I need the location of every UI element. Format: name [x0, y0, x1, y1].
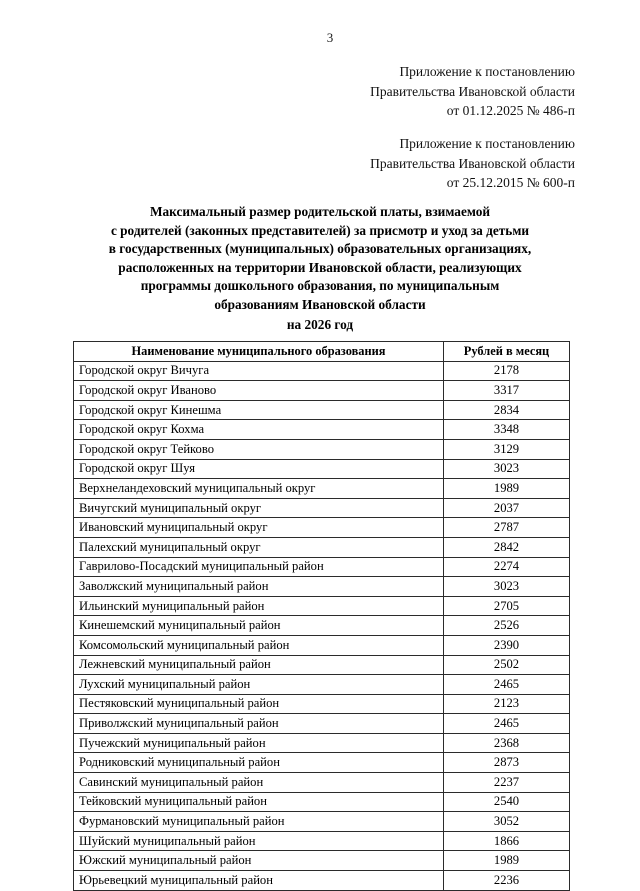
table-row — [74, 871, 570, 891]
appendix-reference-original — [275, 134, 575, 193]
cell-municipality-name: Ильинский муниципальный район — [74, 596, 444, 616]
document-title-year: на 2026 год — [286, 316, 354, 332]
cell-municipality-name: Вичугский муниципальный округ — [74, 498, 444, 518]
table-row — [74, 537, 570, 557]
table-header-row — [74, 342, 570, 362]
cell-monthly-rubles: 2237 — [444, 773, 570, 793]
appendix-reference-line: от 25.12.2015 № 600-п — [446, 175, 575, 190]
table-row — [74, 831, 570, 851]
appendix-reference-line: от 01.12.2025 № 486-п — [446, 103, 575, 118]
cell-monthly-rubles: 3052 — [444, 812, 570, 832]
cell-monthly-rubles: 3348 — [444, 420, 570, 440]
cell-monthly-rubles: 3023 — [444, 577, 570, 597]
table-row — [74, 714, 570, 734]
table-row — [74, 557, 570, 577]
cell-monthly-rubles: 2705 — [444, 596, 570, 616]
appendix-reference-line: Правительства Ивановской области — [370, 155, 575, 171]
column-header-name: Наименование муниципального образования — [74, 342, 444, 362]
appendix-reference-line: Правительства Ивановской области — [370, 83, 575, 99]
page-number: 3 — [326, 30, 334, 45]
cell-monthly-rubles: 2834 — [444, 400, 570, 420]
cell-municipality-name: Городской округ Кинешма — [74, 400, 444, 420]
cell-municipality-name: Родниковский муниципальный район — [74, 753, 444, 773]
document-title-line: образованиям Ивановской области — [214, 296, 426, 312]
table-body — [74, 361, 570, 890]
cell-municipality-name: Ивановский муниципальный округ — [74, 518, 444, 538]
table-row — [74, 420, 570, 440]
cell-monthly-rubles: 2178 — [444, 361, 570, 381]
cell-monthly-rubles: 2274 — [444, 557, 570, 577]
cell-municipality-name: Заволжский муниципальный район — [74, 577, 444, 597]
table-row — [74, 381, 570, 401]
cell-municipality-name: Южский муниципальный район — [74, 851, 444, 871]
cell-monthly-rubles: 2465 — [444, 675, 570, 695]
cell-municipality-name: Комсомольский муниципальный район — [74, 635, 444, 655]
cell-monthly-rubles: 1989 — [444, 479, 570, 499]
cell-municipality-name: Лежневский муниципальный район — [74, 655, 444, 675]
cell-municipality-name: Городской округ Вичуга — [74, 361, 444, 381]
appendix-reference-line: Приложение к постановлению — [399, 136, 575, 151]
table-row — [74, 498, 570, 518]
cell-monthly-rubles: 3317 — [444, 381, 570, 401]
cell-monthly-rubles: 1866 — [444, 831, 570, 851]
cell-monthly-rubles: 2540 — [444, 792, 570, 812]
cell-monthly-rubles: 2502 — [444, 655, 570, 675]
cell-municipality-name: Городской округ Иваново — [74, 381, 444, 401]
cell-municipality-name: Пучежский муниципальный район — [74, 733, 444, 753]
document-title-line: программы дошкольного образования, по муниципальным — [140, 278, 500, 294]
cell-municipality-name: Городской округ Тейково — [74, 439, 444, 459]
cell-monthly-rubles: 2037 — [444, 498, 570, 518]
table-row — [74, 479, 570, 499]
table-row — [74, 361, 570, 381]
table-row — [74, 459, 570, 479]
cell-municipality-name: Савинский муниципальный район — [74, 773, 444, 793]
table-row — [74, 753, 570, 773]
cell-municipality-name: Кинешемский муниципальный район — [74, 616, 444, 636]
cell-monthly-rubles: 3129 — [444, 439, 570, 459]
payment-table-container — [73, 341, 569, 891]
appendix-reference-line: Приложение к постановлению — [399, 64, 575, 79]
cell-monthly-rubles: 2123 — [444, 694, 570, 714]
cell-monthly-rubles: 2787 — [444, 518, 570, 538]
document-title-line: в государственных (муниципальных) образовательных организациях, — [108, 241, 532, 257]
payment-table — [73, 341, 570, 891]
table-row — [74, 733, 570, 753]
cell-municipality-name: Верхнеландеховский муниципальный округ — [74, 479, 444, 499]
table-row — [74, 694, 570, 714]
cell-municipality-name: Лухский муниципальный район — [74, 675, 444, 695]
cell-monthly-rubles: 2236 — [444, 871, 570, 891]
table-row — [74, 577, 570, 597]
table-row — [74, 773, 570, 793]
table-row — [74, 635, 570, 655]
cell-municipality-name: Пестяковский муниципальный район — [74, 694, 444, 714]
appendix-reference-current — [275, 62, 575, 121]
table-head — [74, 342, 570, 362]
document-title-line: Максимальный размер родительской платы, взимаемой — [149, 204, 491, 219]
cell-monthly-rubles: 2526 — [444, 616, 570, 636]
table-row — [74, 400, 570, 420]
document-title-line: расположенных на территории Ивановской области, реализующих — [118, 259, 522, 275]
document-title — [72, 203, 568, 334]
cell-municipality-name: Шуйский муниципальный район — [74, 831, 444, 851]
cell-monthly-rubles: 3023 — [444, 459, 570, 479]
table-row — [74, 518, 570, 538]
cell-municipality-name: Городской округ Кохма — [74, 420, 444, 440]
column-header-value: Рублей в месяц — [444, 342, 570, 362]
cell-monthly-rubles: 2873 — [444, 753, 570, 773]
cell-municipality-name: Городской округ Шуя — [74, 459, 444, 479]
cell-municipality-name: Гаврилово-Посадский муниципальный район — [74, 557, 444, 577]
cell-municipality-name: Приволжский муниципальный район — [74, 714, 444, 734]
table-row — [74, 812, 570, 832]
table-row — [74, 616, 570, 636]
cell-municipality-name: Фурмановский муниципальный район — [74, 812, 444, 832]
document-title-line: с родителей (законных представителей) за присмотр и уход за детьми — [110, 222, 530, 238]
cell-municipality-name: Юрьевецкий муниципальный район — [74, 871, 444, 891]
cell-monthly-rubles: 2465 — [444, 714, 570, 734]
table-row — [74, 792, 570, 812]
cell-municipality-name: Тейковский муниципальный район — [74, 792, 444, 812]
cell-monthly-rubles: 2842 — [444, 537, 570, 557]
cell-monthly-rubles: 1989 — [444, 851, 570, 871]
table-row — [74, 655, 570, 675]
cell-monthly-rubles: 2390 — [444, 635, 570, 655]
table-row — [74, 439, 570, 459]
table-row — [74, 596, 570, 616]
table-row — [74, 675, 570, 695]
cell-municipality-name: Палехский муниципальный округ — [74, 537, 444, 557]
cell-monthly-rubles: 2368 — [444, 733, 570, 753]
table-row — [74, 851, 570, 871]
